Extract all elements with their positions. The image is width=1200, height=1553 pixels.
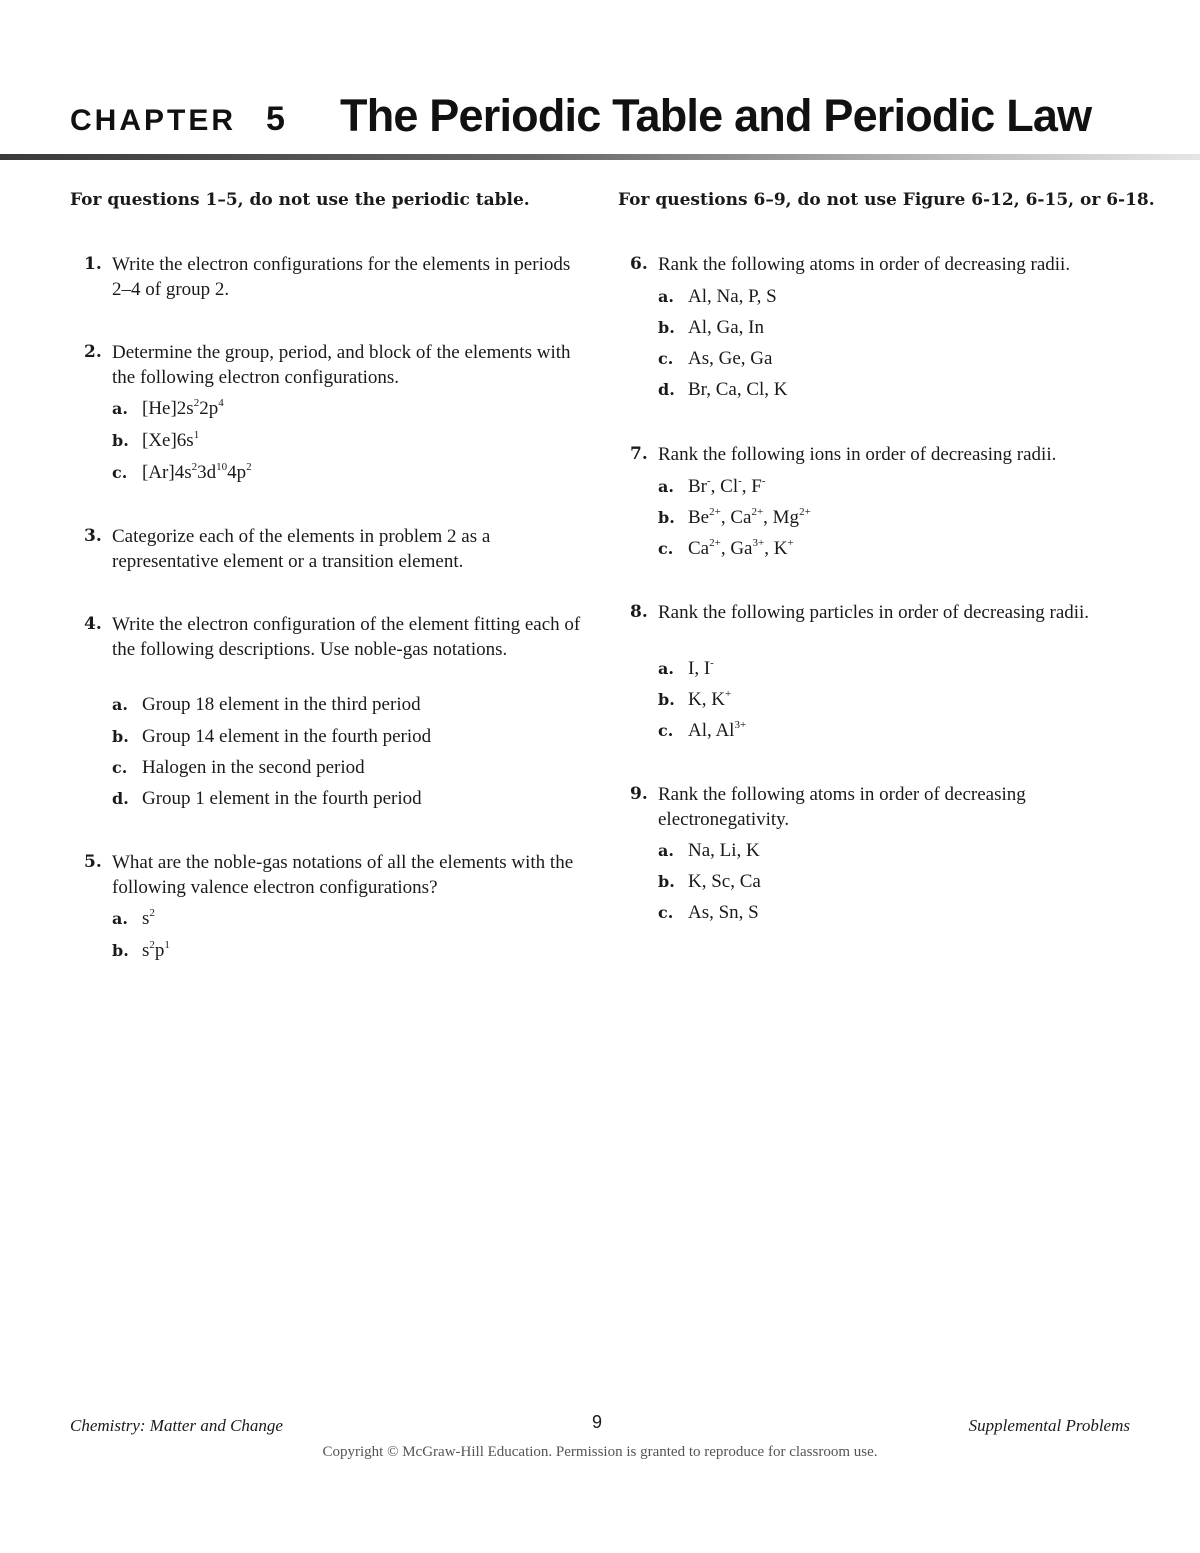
superscript: 1 (193, 429, 200, 441)
question-text: What are the noble-gas notations of all the elements with the following valence electron configurations? (112, 852, 574, 898)
formula-part: , Cl (710, 476, 739, 497)
sub-item (112, 757, 365, 779)
footer-section: Supplemental Problems (968, 1416, 1130, 1435)
sub-item (112, 788, 422, 810)
sub-text: Na, Li, K (688, 840, 760, 861)
sub-item (658, 902, 759, 924)
question-number: 5. (84, 852, 102, 872)
formula-part: Ca (688, 538, 710, 559)
formula-part: 2p (199, 398, 219, 419)
sub-letter: d. (658, 380, 675, 399)
formula-part: s (142, 908, 150, 929)
sub-item (658, 658, 714, 680)
sub-letter: b. (658, 690, 675, 709)
sub-item (658, 507, 811, 529)
sub-letter: a. (658, 659, 674, 678)
superscript: 2 (149, 939, 155, 951)
question-text: Determine the group, period, and block of the elements with the following electron configurations. (112, 342, 571, 388)
sub-text: As, Sn, S (688, 902, 759, 923)
superscript: 2 (246, 461, 252, 473)
footer-book-title: Chemistry: Matter and Change (70, 1416, 283, 1435)
question-text: Rank the following atoms in order of decreasing electronegativity. (658, 784, 1026, 830)
sub-letter: b. (112, 941, 129, 960)
copyright-notice: Copyright © McGraw-Hill Education. Permission is granted to reproduce for classroom use. (322, 1444, 878, 1460)
sub-item (658, 689, 731, 711)
sub-item (112, 430, 199, 452)
superscript: - (738, 475, 742, 487)
question-text: Categorize each of the elements in problem 2 as a representative element or a transition element. (112, 526, 491, 572)
sub-letter: d. (112, 789, 129, 808)
left-column (70, 188, 590, 961)
superscript: - (710, 657, 714, 669)
sub-text: Al, Ga, In (688, 317, 764, 338)
sub-text: Group 18 element in the third period (142, 694, 421, 715)
sub-letter: a. (112, 399, 128, 418)
left-instructions: For questions 1–5, do not use the periodic table. (70, 190, 530, 210)
question-number: 6. (630, 254, 648, 274)
sub-item (112, 940, 170, 962)
formula-part: I, I (688, 658, 711, 679)
formula-part: Al, Al (688, 720, 735, 741)
sub-letter: b. (658, 508, 675, 527)
sub-item (658, 476, 766, 498)
formula-part: Be (688, 507, 710, 528)
sub-letter: b. (112, 431, 129, 450)
formula-part: [Xe]6s (142, 430, 194, 451)
sub-item (112, 694, 421, 716)
sub-item (112, 726, 431, 748)
page-number: 9 (592, 1412, 603, 1432)
sub-letter: b. (658, 872, 675, 891)
superscript: - (707, 475, 711, 487)
sub-letter: a. (112, 909, 128, 928)
sub-letter: a. (658, 477, 674, 496)
sub-item (658, 871, 761, 893)
question-number: 3. (84, 526, 102, 546)
formula-part: , Ca (720, 507, 752, 528)
chapter-label: CHAPTER (70, 104, 237, 137)
formula-part: 4p (227, 462, 247, 483)
sub-item (658, 379, 788, 401)
sub-letter: c. (658, 539, 674, 558)
sub-item (658, 348, 772, 370)
superscript: 2+ (751, 506, 764, 518)
superscript: 2+ (709, 537, 721, 549)
sub-text: Al, Na, P, S (688, 286, 777, 307)
superscript: 2 (193, 397, 200, 409)
sub-item (658, 720, 746, 742)
sub-letter: a. (658, 287, 674, 306)
question-number: 2. (84, 342, 102, 362)
superscript: + (724, 688, 732, 700)
sub-item (658, 538, 794, 560)
formula-part: K, K (688, 689, 725, 710)
sub-item (658, 840, 760, 862)
question-number: 1. (84, 254, 102, 274)
superscript: 10 (216, 461, 228, 473)
formula-part: p (154, 940, 165, 961)
formula-part: [He]2s (142, 398, 194, 419)
chapter-header (70, 90, 1140, 150)
sub-item (658, 317, 764, 339)
sub-text: Br, Ca, Cl, K (688, 379, 788, 400)
formula-part: , Ga (720, 538, 753, 559)
sub-letter: b. (112, 727, 129, 746)
superscript: 2+ (709, 506, 721, 518)
question-text: Write the electron configurations for the elements in periods 2–4 of group 2. (112, 254, 571, 300)
sub-text: As, Ge, Ga (688, 348, 773, 369)
sub-letter: c. (658, 903, 674, 922)
sub-letter: a. (112, 695, 128, 714)
question-text: Rank the following ions in order of decreasing radii. (658, 444, 1057, 465)
page-footer (70, 1412, 1130, 1472)
question-text: Rank the following particles in order of decreasing radii. (658, 602, 1090, 623)
formula-part: Br (688, 476, 707, 497)
superscript: + (787, 537, 794, 549)
sub-item (112, 908, 155, 930)
sub-text: Group 14 element in the fourth period (142, 726, 432, 747)
formula-part: , F (741, 476, 762, 497)
question-text: Rank the following atoms in order of decreasing radii. (658, 254, 1071, 275)
formula-part: [Ar]4s (142, 462, 192, 483)
right-column (618, 188, 1158, 923)
superscript: 2+ (799, 506, 811, 518)
sub-letter: a. (658, 841, 674, 860)
sub-text: K, Sc, Ca (688, 871, 761, 892)
formula-part: , K (764, 538, 788, 559)
sub-letter: c. (112, 463, 128, 482)
superscript: 3+ (752, 537, 765, 549)
sub-letter: b. (658, 318, 675, 337)
formula-part: s (142, 940, 150, 961)
formula-part: 3d (197, 462, 217, 483)
header-rule (0, 154, 1200, 160)
sub-text: Halogen in the second period (142, 757, 365, 778)
sub-letter: c. (658, 721, 674, 740)
question-number: 9. (630, 784, 648, 804)
superscript: 3+ (734, 719, 747, 731)
sub-item (658, 286, 777, 308)
question-number: 4. (84, 614, 102, 634)
superscript: 1 (164, 939, 170, 951)
question-number: 7. (630, 444, 648, 464)
sub-item (112, 462, 252, 484)
sub-item (112, 398, 224, 420)
formula-part: , Mg (763, 507, 800, 528)
chapter-number: 5 (266, 100, 285, 138)
right-instructions: For questions 6–9, do not use Figure 6-12, 6-15, or 6-18. (618, 190, 1155, 210)
sub-letter: c. (112, 758, 128, 777)
chapter-title: The Periodic Table and Periodic Law (340, 90, 1092, 141)
sub-text: Group 1 element in the fourth period (142, 788, 422, 809)
superscript: 4 (218, 397, 224, 409)
superscript: 2 (149, 907, 155, 919)
question-text: Write the electron configuration of the element fitting each of the following descriptions. Use noble-gas notations. (112, 614, 581, 660)
sub-letter: c. (658, 349, 674, 368)
question-number: 8. (630, 602, 648, 622)
superscript: - (761, 475, 766, 487)
superscript: 2 (191, 461, 198, 473)
